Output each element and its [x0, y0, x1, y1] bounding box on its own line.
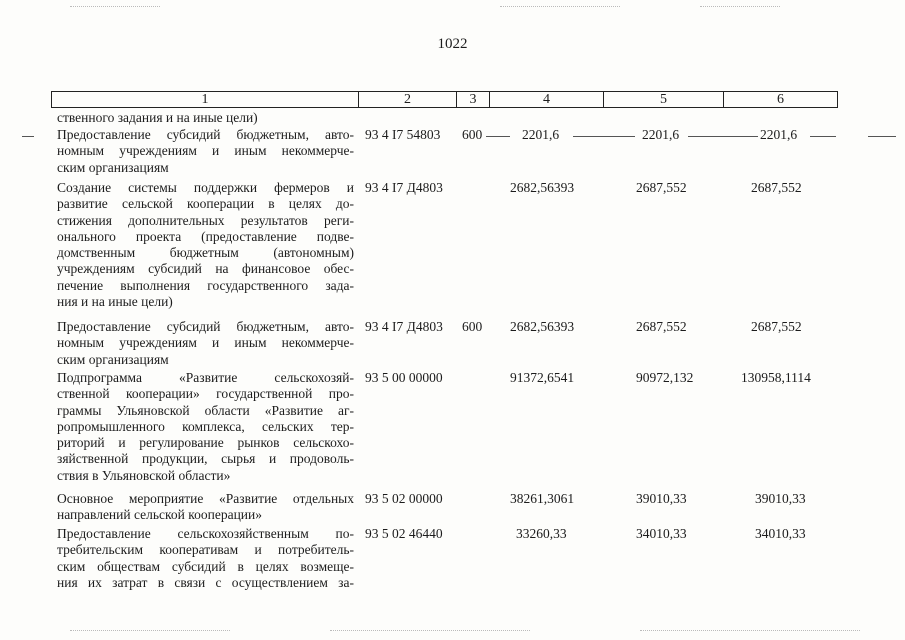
amount-col-4: 2201,6: [522, 127, 560, 142]
amount-col-4: 2682,56393: [510, 319, 575, 334]
header-col-4: 4: [489, 91, 603, 108]
budget-code: 93 4 I7 Д4803: [365, 319, 443, 334]
header-col-5: 5: [603, 91, 723, 108]
header-col-1: 1: [51, 91, 358, 108]
scan-dash: [810, 136, 836, 137]
amount-col-6: 39010,33: [755, 491, 806, 506]
scan-dash: [22, 136, 34, 137]
amount-col-4: 91372,6541: [510, 370, 575, 385]
expense-type: 600: [462, 127, 483, 142]
amount-col-5: 2201,6: [642, 127, 680, 142]
scan-noise: [640, 630, 860, 631]
row-description: Создание системы поддержки фермеров и развитие сельской кооперации в целях до- стижения дополнительных результатов реги- онального проекта (предоставление подве- домственным бюджетным (автономным) учреждениям субсидий на финансовое обес- печение выполнения государственного зада- ния и на иные цели): [57, 180, 354, 310]
amount-col-6: 2687,552: [751, 180, 802, 195]
amount-col-6: 130958,1114: [741, 370, 811, 385]
amount-col-4: 2682,56393: [510, 180, 575, 195]
header-col-6: 6: [723, 91, 838, 108]
row-description: Предоставление субсидий бюджетным, авто- номным учреждениям и иным некоммерче- ским организациям: [57, 127, 354, 175]
amount-col-5: 90972,132: [636, 370, 694, 385]
amount-col-5: 2687,552: [636, 319, 687, 334]
amount-col-6: 2687,552: [751, 319, 802, 334]
row-description: Основное мероприятие «Развитие отдельных направлений сельской кооперации»: [57, 491, 354, 523]
amount-col-6: 34010,33: [755, 526, 806, 541]
page-number: 1022: [437, 36, 468, 52]
row-description: ственного задания и на иные цели): [57, 110, 258, 125]
scan-noise: [70, 6, 160, 7]
scan-dash: [573, 136, 635, 137]
scan-noise: [500, 6, 620, 7]
amount-col-5: 2687,552: [636, 180, 687, 195]
amount-col-5: 34010,33: [636, 526, 687, 541]
expense-type: 600: [462, 319, 483, 334]
scan-noise: [70, 630, 230, 631]
scan-dash: [868, 136, 896, 137]
budget-code: 93 4 I7 Д4803: [365, 180, 443, 195]
row-description: Подпрограмма «Развитие сельскохозяй- ственной кооперации» государственной про- граммы Ульяновской области «Развитие аг- ропромышленного комплекса, сельских тер- риторий и регулирование рынков сельскохо- зяйственной продукции, сырья и продоволь- ствия в Ульяновской области»: [57, 370, 354, 483]
amount-col-5: 39010,33: [636, 491, 687, 506]
scan-noise: [700, 6, 780, 7]
row-description: Предоставление субсидий бюджетным, авто- номным учреждениям и иным некоммерче- ским организациям: [57, 319, 354, 367]
scan-noise: [330, 630, 530, 631]
row-description: Предоставление сельскохозяйственным по- требительским кооперативам и потребитель- ским обществам субсидий в целях возмеще- ния их затрат в связи с осуществлением за-: [57, 526, 354, 590]
amount-col-4: 33260,33: [516, 526, 567, 541]
scan-dash: [688, 136, 758, 137]
budget-code: 93 4 I7 54803: [365, 127, 441, 142]
amount-col-6: 2201,6: [760, 127, 798, 142]
budget-code: 93 5 02 46440: [365, 526, 443, 541]
header-col-3: 3: [456, 91, 489, 108]
budget-code: 93 5 00 00000: [365, 370, 443, 385]
table-header: [51, 91, 838, 109]
header-col-2: 2: [358, 91, 456, 108]
amount-col-4: 38261,3061: [510, 491, 575, 506]
scan-dash: [486, 136, 510, 137]
budget-code: 93 5 02 00000: [365, 491, 443, 506]
